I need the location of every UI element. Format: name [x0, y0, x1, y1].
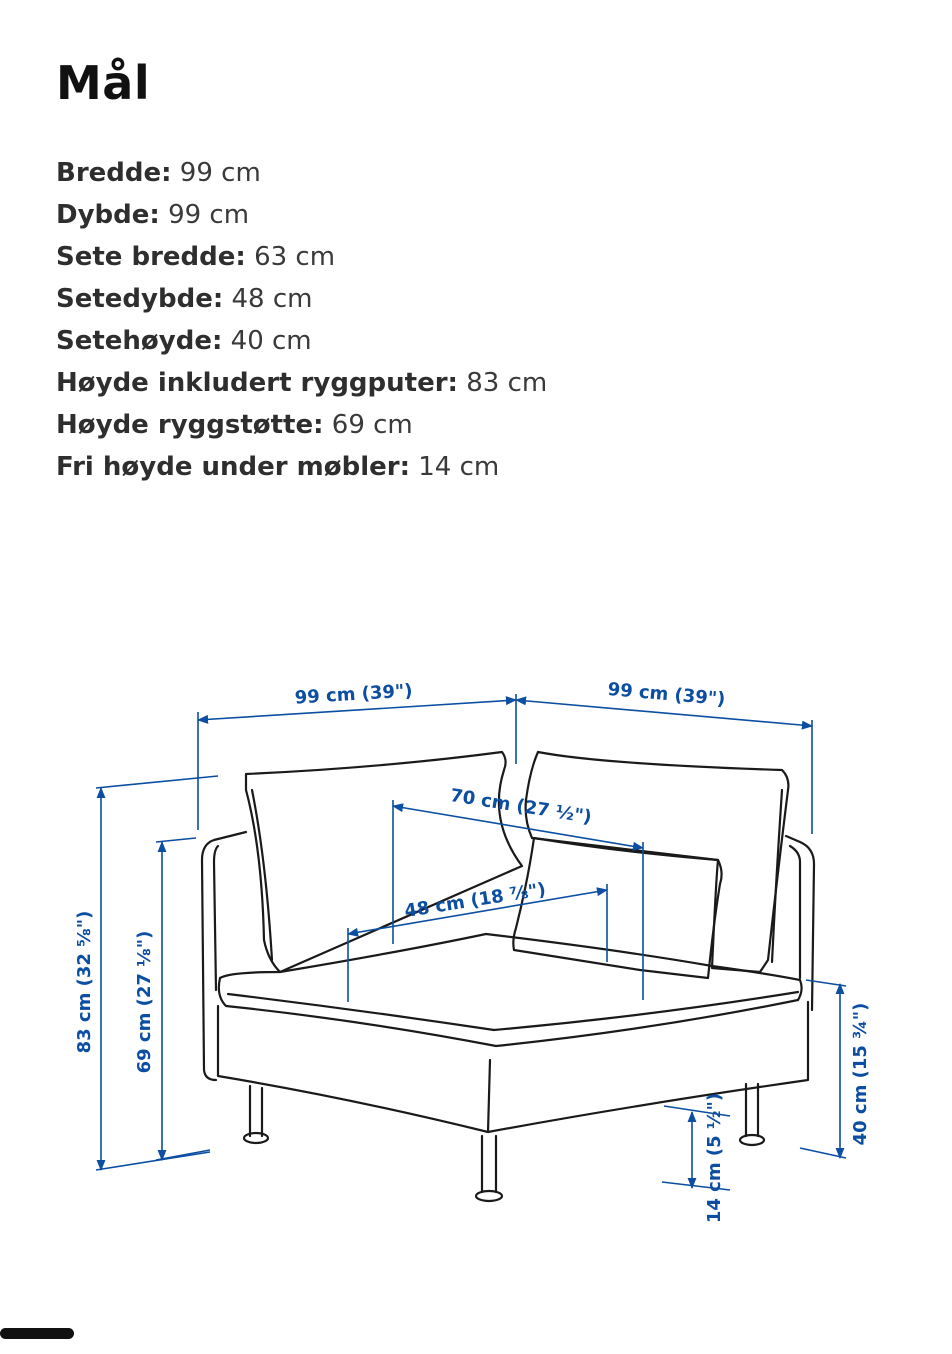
spec-label: Høyde ryggstøtte: — [56, 410, 324, 440]
spec-depth — [56, 194, 547, 236]
width-left-label: 99 cm (39") — [294, 680, 414, 709]
spec-value: 63 cm — [254, 242, 336, 272]
clearance-label: 14 cm (5 ½") — [704, 1092, 725, 1224]
spec-value: 40 cm — [230, 326, 312, 356]
home-indicator — [0, 1328, 74, 1339]
seat-height-label: 40 cm (15 ¾") — [850, 1002, 871, 1146]
spec-label: Setedybde: — [56, 284, 224, 314]
spec-value: 69 cm — [331, 410, 413, 440]
spec-value: 83 cm — [466, 368, 548, 398]
spec-label: Sete bredde: — [56, 242, 246, 272]
spec-label: Setehøyde: — [56, 326, 223, 356]
spec-label: Bredde: — [56, 158, 172, 188]
spec-value: 14 cm — [418, 452, 500, 482]
corner-sofa-dimension-diagram — [0, 640, 952, 1280]
backrest-height-label: 69 cm (27 ⅛") — [134, 930, 155, 1074]
spec-value: 99 cm — [168, 200, 250, 230]
spec-backrest-height — [56, 404, 547, 446]
spec-clearance — [56, 446, 547, 488]
spec-seat-height — [56, 320, 547, 362]
spec-value: 48 cm — [231, 284, 313, 314]
seat-depth-label: 48 cm (18 ⅞") — [402, 879, 548, 923]
dimension-list — [56, 152, 547, 488]
spec-value: 99 cm — [179, 158, 261, 188]
page-title: Mål — [56, 56, 151, 110]
spec-label: Dybde: — [56, 200, 160, 230]
spec-seat-depth — [56, 278, 547, 320]
width-right-label: 99 cm (39") — [606, 678, 727, 711]
spec-label: Høyde inkludert ryggputer: — [56, 368, 458, 398]
spec-seat-width — [56, 236, 547, 278]
spec-width — [56, 152, 547, 194]
total-height-label: 83 cm (32 ⅝") — [74, 910, 95, 1054]
seat-width-label: 70 cm (27 ½") — [448, 785, 594, 829]
spec-height-with-cushions — [56, 362, 547, 404]
spec-label: Fri høyde under møbler: — [56, 452, 410, 482]
